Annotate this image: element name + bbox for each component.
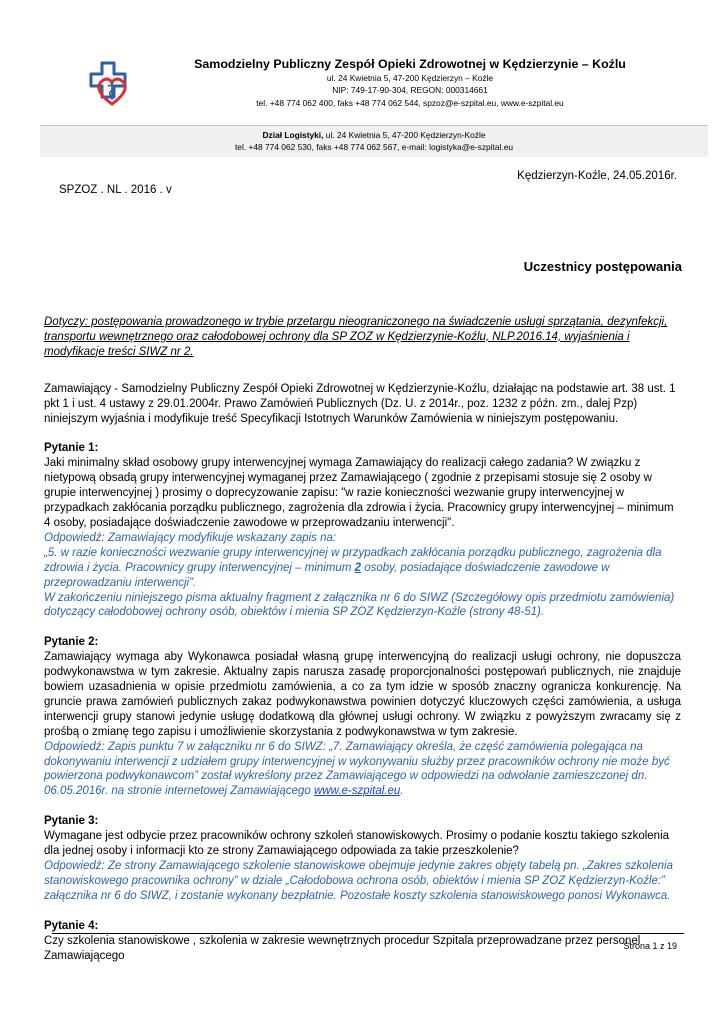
recipient-heading: Uczestnicy postępowania bbox=[523, 259, 682, 274]
question-3-text: Wymagane jest odbycie przez pracowników ochrony szkoleń stanowiskowych. Prosimy o podanie kosztu takiego szkolenia dla jednej osoby i informacji kto ze strony Zamawiającego odpowiada za takie przeszkolenie? bbox=[44, 830, 670, 858]
letterhead bbox=[150, 56, 670, 109]
organization-contact: tel. +48 774 062 400, faks +48 774 062 544, spzoz@e-szpital.eu, www.e-szpital.eu bbox=[256, 97, 564, 108]
logistics-department-box bbox=[40, 125, 708, 157]
logistics-contact: tel. +48 774 062 530, faks +48 774 062 567, e-mail: logistyka@e-szpital.eu bbox=[234, 141, 514, 152]
website-link[interactable]: www.e-szpital.eu bbox=[314, 785, 401, 798]
question-3-heading: Pytanie 3: bbox=[44, 815, 99, 828]
answer-1-lead: Odpowiedź: Zamawiający modyfikuje wskazany zapis na: bbox=[44, 531, 337, 544]
organization-ids: NIP: 749-17-90-304, REGON: 000314661 bbox=[332, 85, 488, 96]
answer-1-quote-end: osoby, posiadające doświadczenie zawodowe w przeprowadzaniu interwencji”. bbox=[44, 561, 610, 589]
logistics-department-name: Dział Logistyki, bbox=[262, 130, 324, 140]
logistics-address: ul. 24 Kwietnia 5, 47-200 Kędzierzyn-Koźle bbox=[323, 130, 486, 140]
answer-1-quote-number: 2 bbox=[354, 561, 362, 574]
question-4-heading: Pytanie 4: bbox=[44, 919, 99, 932]
hospital-logo-icon bbox=[88, 60, 136, 110]
subject-line: Dotyczy: postępowania prowadzonego w trybie przetargu nieograniczonego na świadczenie usługi sprzątania, dezynfekcji, transportu wewnętrznego oraz całodobowej ochrony dla SP ZOZ w Kędzierzynie-Koźlu, NLP.2016.14, wyjaśnienia i modyfikacje treści SIWZ nr 2. bbox=[44, 316, 668, 358]
answer-1-quote-start: „5. w razie konieczności wezwanie grupy interwencyjnej w przypadkach zakłócania porządku publicznego, zagrożenia dla zdrowia i życia. Pracownicy grupy interwencyjnej – minimum bbox=[44, 546, 662, 574]
organization-name: Samodzielny Publiczny Zespół Opieki Zdrowotnej w Kędzierzynie – Koźlu bbox=[194, 57, 626, 71]
answer-2-end: . bbox=[400, 785, 404, 798]
organization-address: ul. 24 Kwietnia 5, 47-200 Kędzierzyn – Koźle bbox=[326, 73, 494, 83]
answer-3: Odpowiedź: Ze strony Zamawiającego szkolenie stanowiskowe obejmuje jedynie zakres objęty tabelą pn. „Zakres szkolenia stanowiskowego pracownika ochrony” w dziale „Całodobowa ochrona osób, obiektów i mienia SP ZOZ Kędzierzyn-Koźle:” załącznika nr 6 do SIWZ, i zostanie wykonany bezpłatnie. Pozostałe koszty szkolenia stanowiskowego ponosi Wykonawca. bbox=[44, 860, 673, 902]
intro-paragraph: Zamawiający - Samodzielny Publiczny Zespół Opieki Zdrowotnej w Kędzierzynie-Koźlu, działając na podstawie art. 38 ust. 1 pkt 1 i ust. 4 ustawy z 29.01.2004r. Prawo Zamówień Publicznych (Dz. U. z 2014r., poz. 1232 z późn. zm., dalej Pzp) niniejszym wyjaśnia i modyfikuje treść Specyfikacji Istotnych Warunków Zamówienia w niniejszym postępowaniu. bbox=[44, 382, 676, 425]
question-1-heading: Pytanie 1: bbox=[44, 442, 99, 455]
page-number: Strona 1 z 19 bbox=[623, 941, 677, 951]
answer-2-text: Odpowiedź: Zapis punktu 7 w załączniku nr 6 do SIWZ: „7. Zamawiający określa, że część zamówienia polegająca na dokonywaniu interwencji z udziałem grupy interwencyjnej w wykonywaniu służby przez pracowników ochrony nie może być powierzona podwykonawcom” został wykreślony przez Zamawiającego w odpowiedzi na odwołanie zamieszczonej dn. 06.05.2016r. na stronie internetowej Zamawiającego bbox=[44, 740, 670, 798]
letter-body bbox=[44, 315, 681, 963]
answer-1-quote bbox=[44, 546, 681, 591]
question-2-heading: Pytanie 2: bbox=[44, 636, 99, 649]
question-2-text: Zamawiający wymaga aby Wykonawca posiadał własną grupę interwencyjną do realizacji usługi ochrony, nie dopuszcza podwykonawstwa w tym zakresie. Aktualny zapis narusza zasadę proporcjonalności postępowań publicznych, nie znajduje bowiem uzasadnienia w opisie przedmiotu zamówienia, a co za tym idzie w sposób znaczny ogranicza konkurencję. Na gruncie prawa zamówień publicznych zakaz podwykonawstwa powinien dotyczyć kluczowych części zamówienia, a usługa interwencji grupy stanowi jedynie usługę dodatkową dla głównej usługi ochrony. W związku z powyższym zwracamy się z prośbą o zmianę tego zapisu i umożliwienie skorzystania z podwykonawstwa w tym zakresie. bbox=[44, 651, 681, 738]
answer-2 bbox=[44, 740, 681, 800]
question-4-text: Czy szkolenia stanowiskowe , szkolenia w zakresie wewnętrznych procedur Szpitala przeprowadzane przez personel Zamawiającego bbox=[44, 934, 641, 962]
footer-divider bbox=[52, 933, 684, 934]
city-date: Kędzierzyn-Koźle, 24.05.2016r. bbox=[517, 170, 677, 182]
reference-number: SPZOZ . NL . 2016 . v bbox=[59, 184, 172, 196]
question-1-text: Jaki minimalny skład osobowy grupy interwencyjnej wymaga Zamawiający do realizacji całego zadania? W związku z nietypową obsadą grupy interwencyjnej wymaganej przez Zamawiającego ( zgodnie z przepisami stosuje się 2 osoby w grupie interwencyjnej ) prosimy o doprecyzowanie zapisu: "w razie konieczności wezwanie grupy interwencyjnej w przypadkach zakłócania porządku publicznego, zagrożenia dla zdrowia i życia. Pracownicy grupy interwencyjnej – minimum 4 osoby, posiadające doświadczenie zawodowe w przeprowadzaniu interwencji". bbox=[44, 457, 674, 529]
answer-1-note: W zakończeniu niniejszego pisma aktualny fragment z załącznika nr 6 do SIWZ (Szczegółowy opis przedmiotu zamówienia) dotyczący całodobowej ochrony osób, obiektów i mienia SP ZOZ Kędzierzyn-Koźle (strony 48-51). bbox=[44, 591, 675, 619]
